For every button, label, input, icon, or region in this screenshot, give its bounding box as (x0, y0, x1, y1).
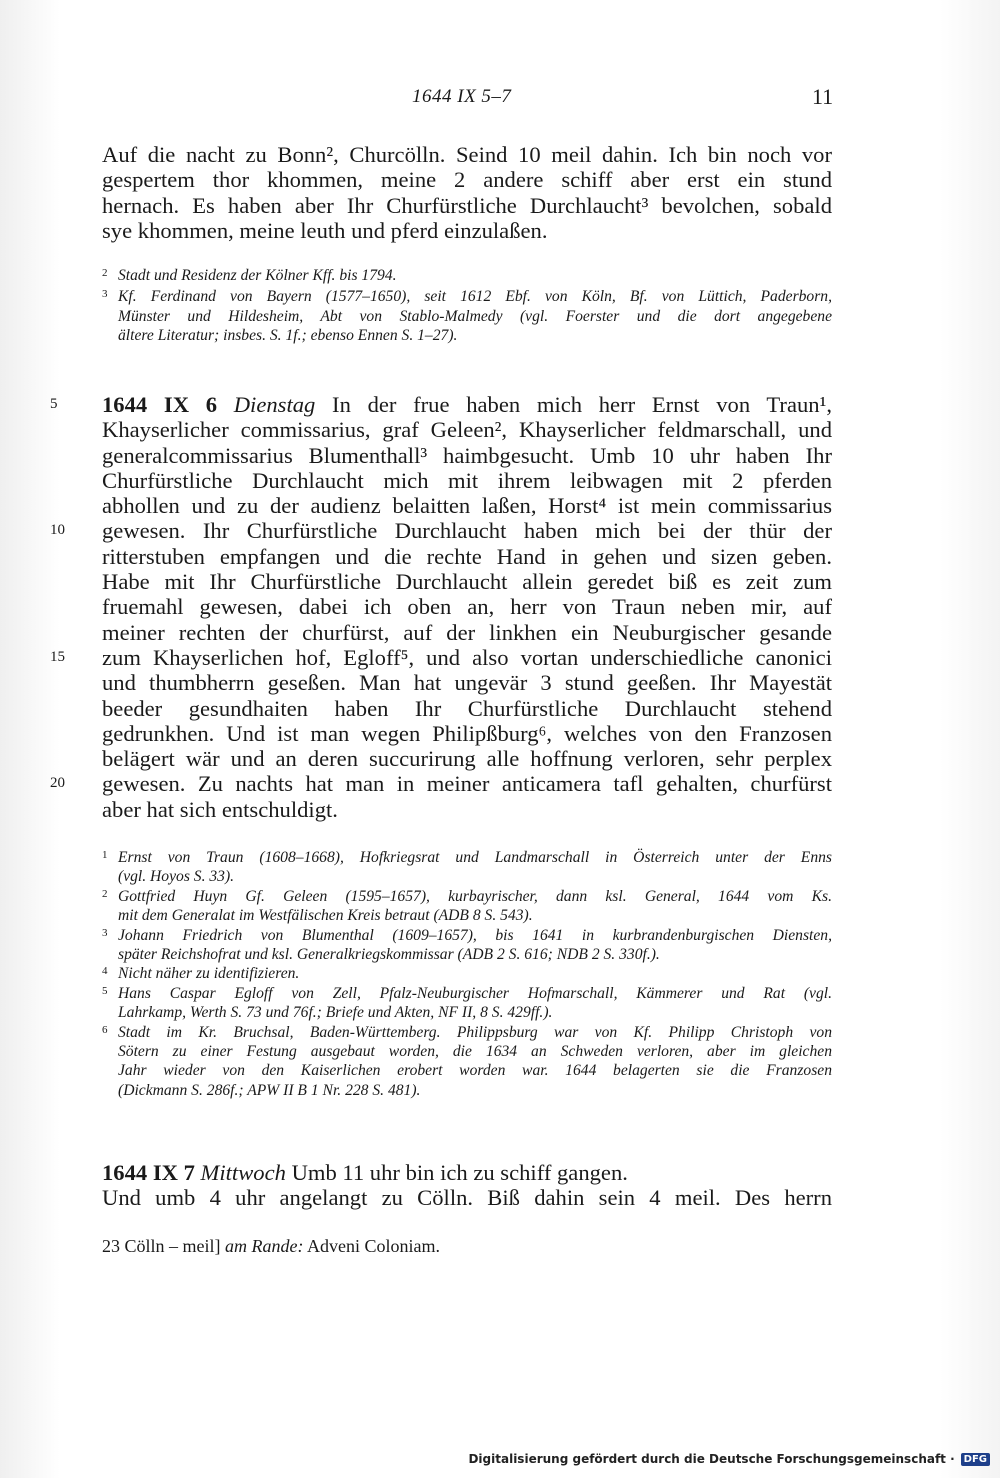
diary-entry-ix7 (102, 1160, 832, 1211)
line-number: 5 (50, 396, 58, 412)
text-line: abhollen und zu der audienz belaitten laßen, Horst⁴ ist mein commissarius (102, 493, 832, 519)
text-line: aber hat sich entschuldigt. (102, 796, 338, 822)
entry-text: In der frue haben mich herr Ernst von Traun¹, (332, 392, 833, 417)
footnote-text: Nicht näher zu identifizieren. (118, 965, 300, 983)
footnote (102, 984, 832, 1023)
text-line: gewesen. Zu nachts hat man in meiner anticamera tafl gehalten, churfürst (102, 771, 832, 797)
footnote-marker: 2 (102, 267, 108, 279)
footnote-text: Johann Friedrich von Blumenthal (1609–1657), bis 1641 in kurbrandenburgischen Diensten, (118, 926, 832, 944)
footnote-marker: 2 (102, 887, 108, 900)
footnote-text: (vgl. Hoyos S. 33). (118, 868, 235, 886)
footnote (102, 887, 832, 926)
footnote-marker: 5 (102, 984, 108, 997)
entry-date: 1644 IX 7 (102, 1160, 195, 1185)
entry-ix6-footnotes (102, 848, 832, 1100)
text-line: fruemahl gewesen, dabei ich oben an, herr von Traun neben mir, auf (102, 594, 832, 620)
footnote-marker: 1 (102, 849, 108, 861)
text-line: gedrunkhen. Und ist man wegen Philipßburg⁶, welches von den Franzosen (102, 720, 832, 746)
diary-entry-ix6 (50, 392, 833, 822)
footnote-text: (Dickmann S. 286f.; APW II B 1 Nr. 228 S. 481). (118, 1081, 421, 1099)
footnote-text: Gottfried Huyn Gf. Geleen (1595–1657), kurbayrischer, dann ksl. General, 1644 vom Ks. (118, 887, 832, 905)
text-line: belägert wär und an deren succurirung alle hoffnung verloren, sehr perplex (102, 746, 832, 772)
footnote-text: Lahrkamp, Werth S. 73 und 76f.; Briefe und Akten, NF II, 8 S. 429ff.). (118, 1004, 553, 1022)
text-line: Habe mit Ihr Churfürstliche Durchlaucht allein geredet biß es zeit zum (102, 569, 832, 595)
footnote-text: Kf. Ferdinand von Bayern (1577–1650), seit 1612 Ebf. von Köln, Bf. von Lüttich, Paderborn, (118, 288, 832, 306)
text-line: Khayserlicher commissarius, graf Geleen², Khayserlicher feldmarschall, und (102, 417, 832, 443)
text-line: gespertem thor khommen, meine 2 andere schiff aber erst ein stund (102, 167, 832, 193)
dfg-logo-icon: DFG (961, 1453, 990, 1466)
footnote-text: Ernst von Traun (1608–1668), Hofkriegsrat und Landmarschall in Österreich unter der Enns (118, 849, 832, 866)
footnote (102, 287, 832, 345)
text-line: Auf die nacht zu Bonn², Churcölln. Seind 10 meil dahin. Ich bin noch vor (102, 142, 832, 167)
footnote-text: später Reichshofrat und ksl. Generalkriegskommissar (ADB 2 S. 616; NDB 2 S. 330f.). (118, 945, 660, 963)
footnote-marker: 6 (102, 1023, 108, 1036)
text-line: Und umb 4 uhr angelangt zu Cölln. Biß dahin sein 4 meil. Des herrn (102, 1185, 832, 1211)
footnote-text: Sötern zu einer Festung ausgebaut worden, die 1634 an Schweden verloren, aber im gleichen (118, 1042, 832, 1060)
line-number: 15 (50, 648, 65, 665)
footnote-text: Jahr wieder von den Kaiserlichen erobert worden war. 1644 belagerten sie die Franzosen (118, 1062, 832, 1080)
footnote-marker: 3 (102, 288, 108, 301)
funding-text: Digitalisierung gefördert durch die Deutsche Forschungsgemeinschaft · (468, 1452, 955, 1466)
text-line: ritterstuben empfangen und die rechte Hand in gehen und sizen geben. (102, 543, 832, 569)
apparatus-lemma: 23 Cölln – meil] (102, 1236, 221, 1256)
footnote-text: ältere Literatur; insbes. S. 1f.; ebenso Ennen S. 1–27). (118, 327, 458, 345)
text-line: meiner rechten der churfürst, auf der linkhen ein Neuburgischer gesande (102, 619, 832, 645)
footnote-text: Münster und Hildesheim, Abt von Stablo-Malmedy (vgl. Foerster und die dort angegebene (118, 307, 832, 325)
critical-apparatus (102, 1234, 832, 1258)
text-line: gewesen. Ihr Churfürstliche Durchlaucht haben mich bei der thür der (102, 518, 832, 544)
entry-day: Mittwoch (200, 1160, 286, 1185)
line-number: 20 (50, 775, 65, 792)
intro-footnotes (102, 266, 832, 346)
footnote (102, 964, 832, 983)
text-line: beeder gesundhaiten haben Ihr Churfürstliche Durchlaucht stehend (102, 695, 832, 721)
text-line: Churfürstliche Durchlaucht mich mit ihrem leibwagen mit 2 pferden (102, 467, 832, 493)
line-number: 10 (50, 522, 65, 539)
footnote-marker: 3 (102, 926, 108, 939)
footnote (102, 926, 832, 965)
intro-paragraph (102, 142, 832, 243)
running-head: 1644 IX 5–7 (412, 86, 512, 107)
text-line: und thumbherrn geseßen. Man hat ungevär 3 stund geeßen. Ihr Mayestät (102, 670, 832, 696)
footnote-text: mit dem Generalat im Westfälischen Kreis betraut (ADB 8 S. 543). (118, 907, 533, 925)
entry-text: Umb 11 uhr bin ich zu schiff gangen. (291, 1160, 628, 1185)
footnote (102, 1023, 832, 1101)
footnote-text: Stadt im Kr. Bruchsal, Baden-Württemberg. Philippsburg war von Kf. Philipp Christoph von (118, 1023, 832, 1041)
footnote-text: Hans Caspar Egloff von Zell, Pfalz-Neuburgischer Hofmarschall, Kämmerer und Rat (vgl. (118, 984, 832, 1002)
entry-date: 1644 IX 6 (102, 392, 218, 417)
apparatus-label: am Rande: (225, 1236, 304, 1256)
text-line: zum Khayserlichen hof, Egloff⁵, und also vortan underschiedliche canonici (102, 644, 832, 670)
page-number: 11 (812, 84, 834, 109)
text-line: generalcommissarius Blumenthall³ haimbgesucht. Umb 10 uhr haben Ihr (102, 442, 832, 468)
footnote-marker: 4 (102, 965, 108, 978)
footnote (102, 266, 832, 285)
text-line: sye khommen, meine leuth und pferd einzulaßen. (102, 217, 548, 243)
entry-day: Dienstag (233, 392, 316, 417)
text-line: hernach. Es haben aber Ihr Churfürstliche Durchlaucht³ bevolchen, sobald (102, 192, 832, 218)
funding-banner (468, 1452, 990, 1466)
footnote-text: Stadt und Residenz der Kölner Kff. bis 1794. (118, 267, 397, 284)
footnote (102, 848, 832, 887)
apparatus-text: Adveni Coloniam. (307, 1236, 440, 1256)
